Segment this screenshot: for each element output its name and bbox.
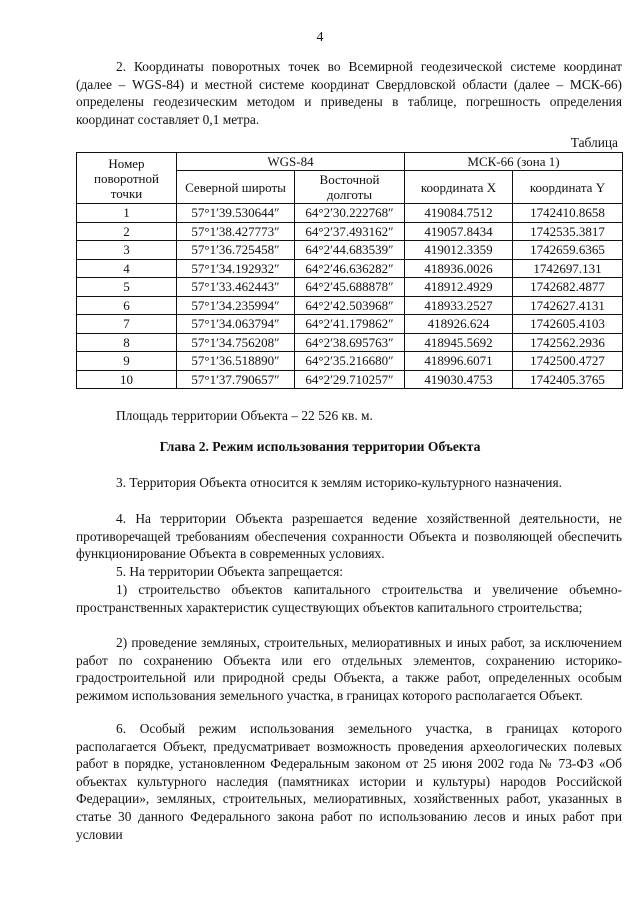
table-row xyxy=(77,333,623,352)
cell-coord-y: 1742682.4877 xyxy=(513,278,623,297)
cell-coord-y: 1742627.4131 xyxy=(513,296,623,315)
header-msk66: МСК-66 (зона 1) xyxy=(405,153,623,171)
paragraph-3: 3. Территория Объекта относится к землям историко-культурного назначения. xyxy=(116,475,562,490)
cell-coord-x: 419084.7512 xyxy=(405,204,513,223)
cell-coord-x: 418912.4929 xyxy=(405,278,513,297)
table-row xyxy=(77,241,623,260)
cell-longitude: 64°2′29.710257″ xyxy=(295,370,405,389)
cell-coord-y: 1742405.3765 xyxy=(513,370,623,389)
cell-latitude: 57°1′34.756208″ xyxy=(177,333,295,352)
cell-coord-y: 1742535.3817 xyxy=(513,222,623,241)
table-row xyxy=(77,204,623,223)
table-row xyxy=(77,370,623,389)
paragraph-6: 6. Особый режим использования земельного участка, в границах которого располагается Объект, предусматривает возможность проведения археологических полевых работ в порядке, установленном Федеральным законом от 25 июня 2002 года № 73-ФЗ «Об объектах культурного наследия (памятниках истории и культуры) народов Российской Федерации», земляных, строительных, мелиоративных, хозяйственных работ, указанных в статье 30 данного Федерального закона работ по использованию лесов и иных работ при условии xyxy=(76,721,622,842)
cell-latitude: 57°1′36.518890″ xyxy=(177,352,295,371)
table-caption: Таблица xyxy=(570,135,618,150)
cell-longitude: 64°2′46.636282″ xyxy=(295,259,405,278)
cell-point-number: 8 xyxy=(77,333,177,352)
cell-latitude: 57°1′34.192932″ xyxy=(177,259,295,278)
area-text: Площадь территории Объекта – 22 526 кв. м. xyxy=(116,408,373,423)
header-wgs84: WGS-84 xyxy=(177,153,405,171)
header-coord-x: координата X xyxy=(405,171,513,204)
cell-longitude: 64°2′42.503968″ xyxy=(295,296,405,315)
cell-longitude: 64°2′45.688878″ xyxy=(295,278,405,297)
cell-coord-y: 1742562.2936 xyxy=(513,333,623,352)
cell-coord-y: 1742410.8658 xyxy=(513,204,623,223)
cell-coord-y: 1742500.4727 xyxy=(513,352,623,371)
table-row xyxy=(77,352,623,371)
cell-latitude: 57°1′34.235994″ xyxy=(177,296,295,315)
table-row xyxy=(77,315,623,334)
cell-coord-y: 1742659.6365 xyxy=(513,241,623,260)
paragraph-5: 5. На территории Объекта запрещается: xyxy=(116,564,343,579)
paragraph-2: 2. Координаты поворотных точек во Всемирной геодезической системе координат (далее – WGS-84) и местной системе координат Свердловской области (далее – МСК-66) определены геодезическим методом и приведены в таблице, погрешность определения координат составляет 0,1 метра. xyxy=(76,59,622,127)
cell-latitude: 57°1′37.790657″ xyxy=(177,370,295,389)
cell-coord-x: 419057.8434 xyxy=(405,222,513,241)
cell-latitude: 57°1′33.462443″ xyxy=(177,278,295,297)
cell-point-number: 2 xyxy=(77,222,177,241)
table-row xyxy=(77,222,623,241)
cell-point-number: 10 xyxy=(77,370,177,389)
cell-longitude: 64°2′35.216680″ xyxy=(295,352,405,371)
coordinates-table xyxy=(76,152,623,389)
chapter-title: Глава 2. Режим использования территории Объекта xyxy=(159,439,481,454)
cell-latitude: 57°1′38.427773″ xyxy=(177,222,295,241)
page-number: 4 xyxy=(316,30,324,45)
cell-point-number: 1 xyxy=(77,204,177,223)
cell-point-number: 5 xyxy=(77,278,177,297)
cell-longitude: 64°2′44.683539″ xyxy=(295,241,405,260)
cell-point-number: 3 xyxy=(77,241,177,260)
cell-coord-x: 419012.3359 xyxy=(405,241,513,260)
cell-coord-y: 1742605.4103 xyxy=(513,315,623,334)
cell-latitude: 57°1′34.063794″ xyxy=(177,315,295,334)
paragraph-4: 4. На территории Объекта разрешается ведение хозяйственной деятельности, не противоречащей требованиям обеспечения сохранности Объекта и позволяющей обеспечить функционирование Объекта в современных условиях. xyxy=(76,511,622,562)
cell-longitude: 64°2′38.695763″ xyxy=(295,333,405,352)
cell-coord-x: 419030.4753 xyxy=(405,370,513,389)
cell-longitude: 64°2′30.222768″ xyxy=(295,204,405,223)
cell-coord-x: 418945.5692 xyxy=(405,333,513,352)
cell-latitude: 57°1′36.725458″ xyxy=(177,241,295,260)
coordinates-table-body xyxy=(77,204,623,389)
cell-coord-x: 418926.624 xyxy=(405,315,513,334)
cell-latitude: 57°1′39.530644″ xyxy=(177,204,295,223)
cell-coord-x: 418936.0026 xyxy=(405,259,513,278)
header-coord-y: координата Y xyxy=(513,171,623,204)
paragraph-5-item-1: 1) строительство объектов капитального строительства и увеличение объемно-пространственных характеристик существующих объектов капитального строительства; xyxy=(76,582,622,615)
cell-longitude: 64°2′41.179862″ xyxy=(295,315,405,334)
table-row xyxy=(77,259,623,278)
header-longitude: Восточной долготы xyxy=(295,171,405,204)
cell-coord-y: 1742697.131 xyxy=(513,259,623,278)
cell-longitude: 64°2′37.493162″ xyxy=(295,222,405,241)
cell-point-number: 9 xyxy=(77,352,177,371)
header-point-number: Номер поворотной точки xyxy=(77,153,177,204)
paragraph-5-item-2: 2) проведение земляных, строительных, мелиоративных и иных работ, за исключением работ по сохранению Объекта или его отдельных элементов, сохранению историко-градостроительной или природной среды Объекта, а также работ, определенных особым режимом использования земельного участка, в границах которого располагается Объект. xyxy=(76,635,622,703)
cell-point-number: 4 xyxy=(77,259,177,278)
table-row xyxy=(77,296,623,315)
cell-coord-x: 418933.2527 xyxy=(405,296,513,315)
table-row xyxy=(77,278,623,297)
cell-coord-x: 418996.6071 xyxy=(405,352,513,371)
header-latitude: Северной широты xyxy=(177,171,295,204)
cell-point-number: 7 xyxy=(77,315,177,334)
cell-point-number: 6 xyxy=(77,296,177,315)
